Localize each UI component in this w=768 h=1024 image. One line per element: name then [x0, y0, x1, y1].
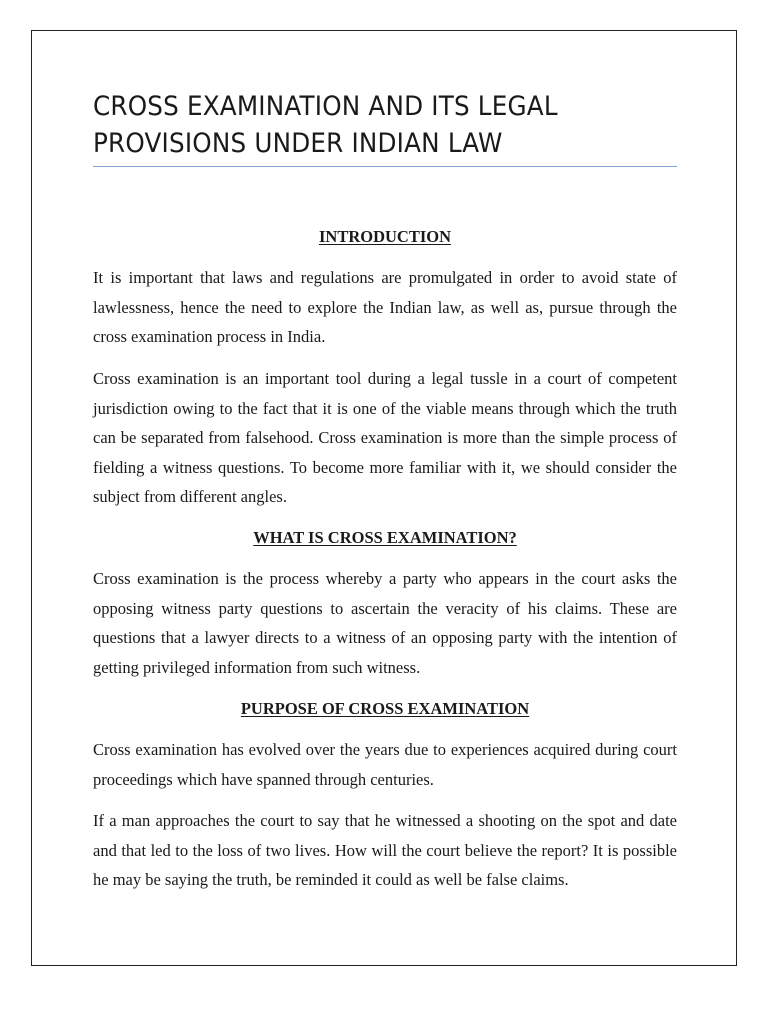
section-heading-what-is-cross-examination: WHAT IS CROSS EXAMINATION? — [253, 528, 517, 547]
document-title: CROSS EXAMINATION AND ITS LEGAL PROVISIONS UNDER INDIAN LAW — [93, 91, 558, 159]
paragraph-intro-2: Cross examination is an important tool during a legal tussle in a court of competent jurisdiction owing to the fact that it is one of the viable means through which the truth can be separated from falsehood. Cross examination is more than the simple process of fielding a witness questions. To become more familiar with it, we should consider the subject from different angles. — [93, 369, 677, 506]
paragraph-what-is-1: Cross examination is the process whereby a party who appears in the court asks the opposing witness party questions to ascertain the veracity of his claims. These are questions that a lawyer directs to a witness of an opposing party with the intention of getting privileged information from such witness. — [93, 569, 677, 677]
paragraph-intro-1: It is important that laws and regulations are promulgated in order to avoid state of lawlessness, hence the need to explore the Indian law, as well as, pursue through the cross examination process in India. — [93, 268, 677, 346]
paragraph-purpose-2: If a man approaches the court to say that he witnessed a shooting on the spot and date and that led to the loss of two lives. How will the court believe the report? It is possible he may be saying the truth, be reminded it could as well be false claims. — [93, 811, 677, 889]
section-heading-introduction: INTRODUCTION — [318, 227, 452, 246]
paragraph-purpose-1: Cross examination has evolved over the years due to experiences acquired during court proceedings which have spanned through centuries. — [93, 740, 677, 789]
section-heading-purpose: PURPOSE OF CROSS EXAMINATION — [240, 699, 530, 718]
title-underline — [93, 166, 677, 167]
